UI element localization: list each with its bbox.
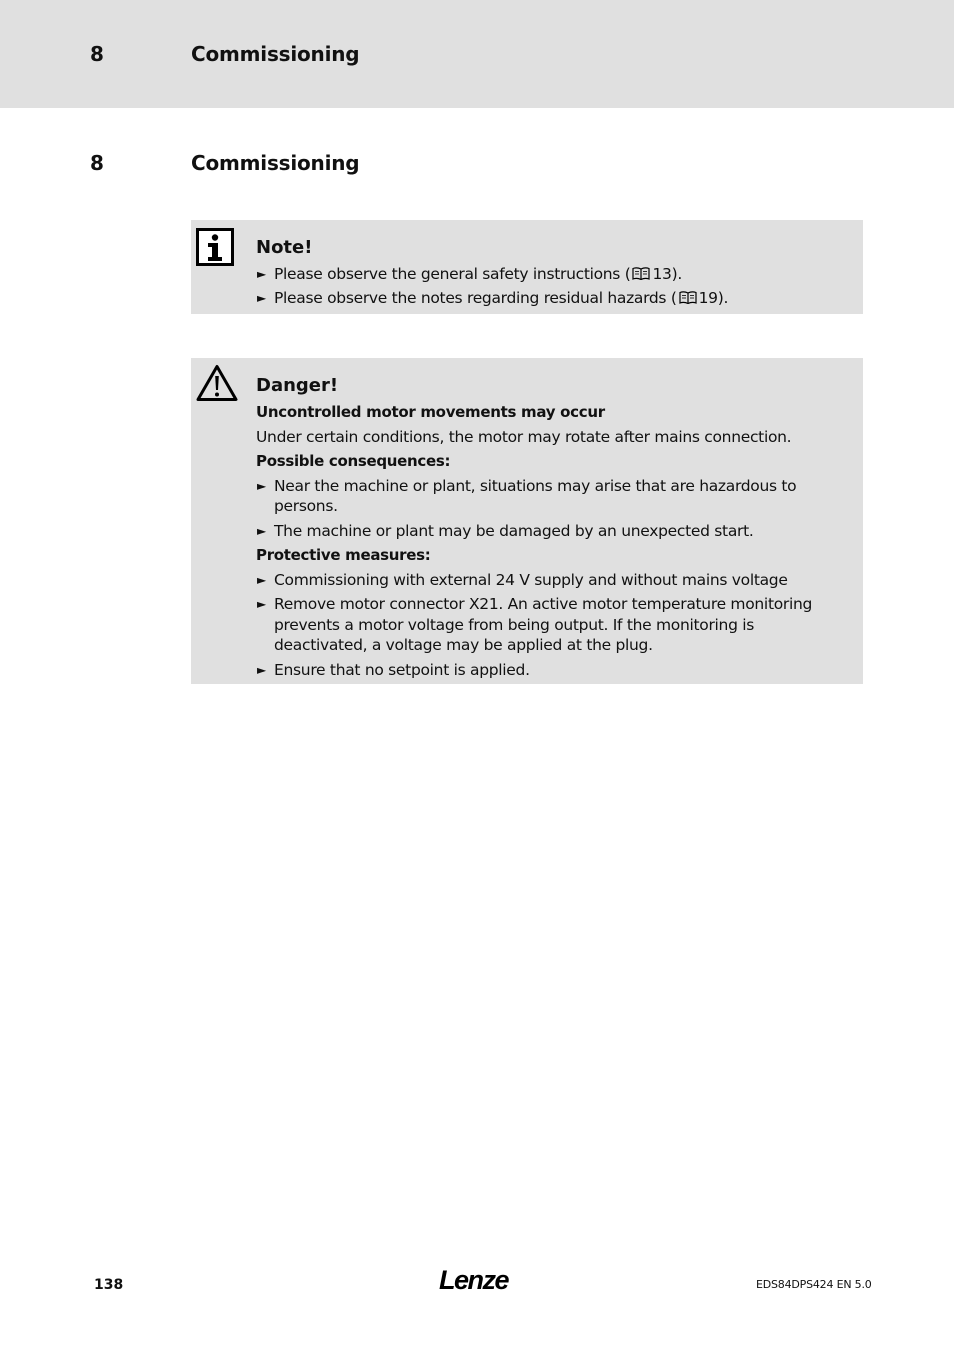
triangle-right-icon: ► [257, 478, 266, 493]
measure-item: ► Ensure that no setpoint is applied. [257, 660, 530, 679]
book-icon [679, 291, 697, 304]
triangle-right-icon: ► [257, 572, 266, 587]
note-content [256, 236, 843, 308]
document-id: EDS84DPS424 EN 5.0 [756, 1278, 872, 1291]
triangle-right-icon: ► [257, 662, 266, 677]
triangle-right-icon: ► [257, 267, 266, 281]
note-ref[interactable]: 13 [652, 265, 672, 283]
danger-box [191, 358, 863, 684]
measure-item: ► Remove motor connector X21. An active motor temperature monitoring prevents a motor voltage from being output. If the monitoring is deactivated, a voltage may be applied at the plug. [257, 595, 813, 654]
danger-description: Under certain conditions, the motor may rotate after mains connection. [256, 427, 792, 446]
note-title: Note! [256, 237, 313, 258]
page-number: 138 [94, 1277, 124, 1293]
note-box [191, 220, 863, 314]
header-chapter-number: 8 [90, 42, 104, 66]
header-chapter-title: Commissioning [191, 42, 360, 66]
lenze-logo [438, 1264, 514, 1294]
note-item: ► Please observe the general safety instructions ( 13). [257, 265, 682, 283]
measures-label: Protective measures: [256, 546, 431, 564]
consequences-label: Possible consequences: [256, 452, 451, 470]
note-item: ► Please observe the notes regarding residual hazards ( 19). [257, 288, 729, 307]
triangle-right-icon: ► [257, 523, 266, 538]
book-icon [632, 267, 650, 280]
measure-item: ► Commissioning with external 24 V supply and without mains voltage [257, 570, 788, 589]
consequence-item: ► The machine or plant may be damaged by an unexpected start. [257, 521, 754, 540]
consequence-item: ► Near the machine or plant, situations may arise that are hazardous to persons. [257, 476, 797, 515]
danger-subtitle: Uncontrolled motor movements may occur [256, 403, 605, 421]
warning-triangle-icon [196, 364, 238, 402]
svg-text:Lenze: Lenze [439, 1265, 509, 1294]
note-ref[interactable]: 19 [698, 288, 718, 307]
danger-title: Danger! [256, 375, 339, 396]
info-icon [196, 228, 234, 266]
triangle-right-icon: ► [257, 597, 266, 611]
page-header [0, 0, 954, 108]
section-number: 8 [90, 151, 104, 175]
triangle-right-icon: ► [257, 290, 266, 305]
danger-content [256, 374, 843, 680]
section-title: Commissioning [191, 151, 360, 175]
